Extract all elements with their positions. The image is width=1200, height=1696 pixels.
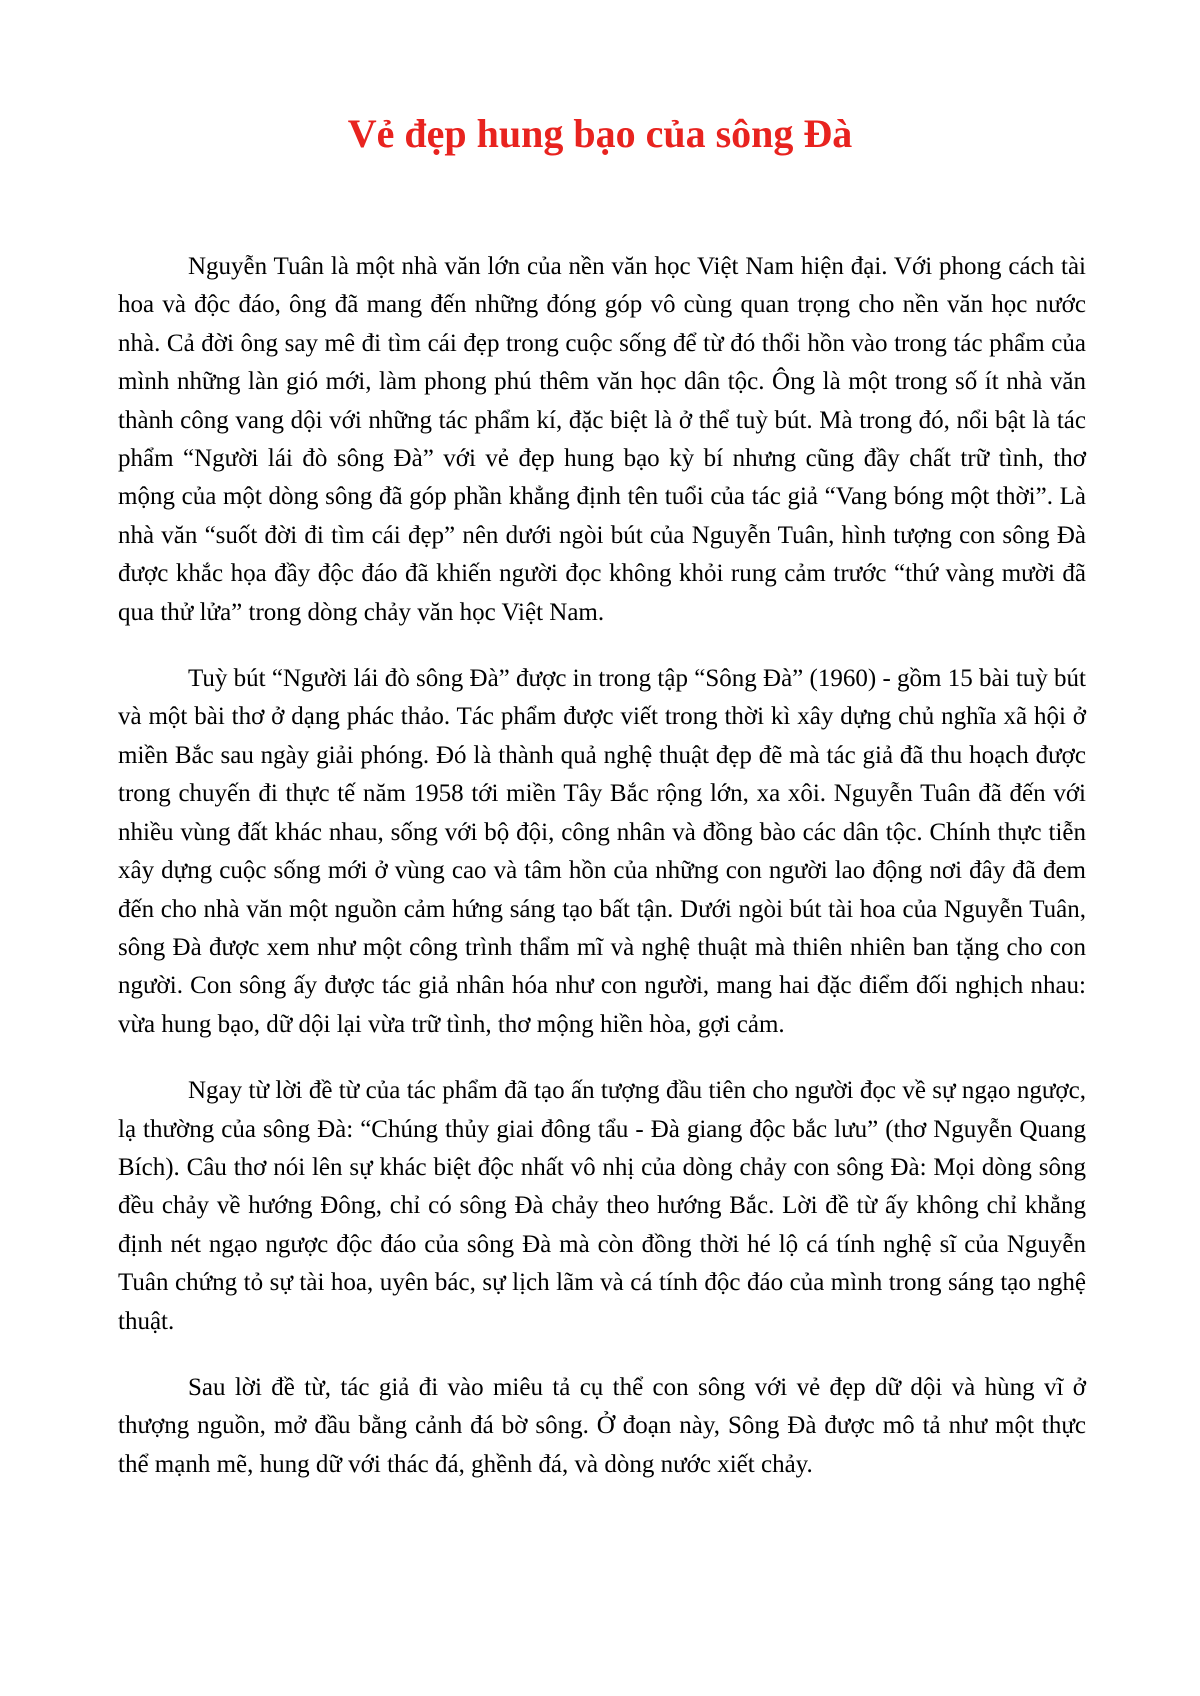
paragraph-2: Tuỳ bút “Người lái đò sông Đà” được in trong tập “Sông Đà” (1960) - gồm 15 bài tuỳ bút và một bài thơ ở dạng phác thảo. Tác phẩm được viết trong thời kì xây dựng chủ nghĩa xã hội ở miền Bắc sau ngày giải phóng. Đó là thành quả nghệ thuật đẹp đẽ mà tác giả đã thu hoạch được trong chuyến đi thực tế năm 1958 tới miền Tây Bắc rộng lớn, xa xôi. Nguyễn Tuân đã đến với nhiều vùng đất khác nhau, sống với bộ đội, công nhân và đồng bào các dân tộc. Chính thực tiễn xây dựng cuộc sống mới ở vùng cao và tâm hồn của những con người lao động nơi đây đã đem đến cho nhà văn một nguồn cảm hứng sáng tạo bất tận. Dưới ngòi bút tài hoa của Nguyễn Tuân, sông Đà được xem như một công trình thẩm mĩ và nghệ thuật mà thiên nhiên ban tặng cho con người. Con sông ấy được tác giả nhân hóa như con người, mang hai đặc điểm đối nghịch nhau: vừa hung bạo, dữ dội lại vừa trữ tình, thơ mộng hiền hòa, gợi cảm.	[118, 665, 1086, 1038]
document-title: Vẻ đẹp hung bạo của sông Đà	[347, 111, 853, 156]
paragraph-4: Sau lời đề từ, tác giả đi vào miêu tả cụ thể con sông với vẻ đẹp dữ dội và hùng vĩ ở thượng nguồn, mở đầu bằng cảnh đá bờ sông. Ở đoạn này, Sông Đà được mô tả như một thực thể mạnh mẽ, hung dữ với thác đá, ghềnh đá, và dòng nước xiết chảy.	[118, 1373, 1086, 1478]
document-body	[118, 248, 1086, 1512]
paragraph-1: Nguyễn Tuân là một nhà văn lớn của nền văn học Việt Nam hiện đại. Với phong cách tài hoa và độc đáo, ông đã mang đến những đóng góp vô cùng quan trọng cho nền văn học nước nhà. Cả đời ông say mê đi tìm cái đẹp trong cuộc sống để từ đó thổi hồn vào trong tác phẩm của mình những làn gió mới, làm phong phú thêm văn học dân tộc. Ông là một trong số ít nhà văn thành công vang dội với những tác phẩm kí, đặc biệt là ở thể tuỳ bút. Mà trong đó, nổi bật là tác phẩm “Người lái đò sông Đà” với vẻ đẹp hung bạo kỳ bí nhưng cũng đầy chất trữ tình, thơ mộng của một dòng sông đã góp phần khẳng định tên tuổi của tác giả “Vang bóng một thời”. Là nhà văn “suốt đời đi tìm cái đẹp” nên dưới ngòi bút của Nguyễn Tuân, hình tượng con sông Đà được khắc họa đầy độc đáo đã khiến người đọc không khỏi rung cảm trước “thứ vàng mười đã qua thử lửa” trong dòng chảy văn học Việt Nam.	[118, 253, 1086, 626]
paragraph-3: Ngay từ lời đề từ của tác phẩm đã tạo ấn tượng đầu tiên cho người đọc về sự ngạo ngược, lạ thường của sông Đà: “Chúng thủy giai đông tẩu - Đà giang độc bắc lưu” (thơ Nguyễn Quang Bích). Câu thơ nói lên sự khác biệt độc nhất vô nhị của dòng chảy con sông Đà: Mọi dòng sông đều chảy về hướng Đông, chỉ có sông Đà chảy theo hướng Bắc. Lời đề từ ấy không chỉ khẳng định nét ngạo ngược độc đáo của sông Đà mà còn đồng thời hé lộ cá tính nghệ sĩ của Nguyễn Tuân chứng tỏ sự tài hoa, uyên bác, sự lịch lãm và cá tính độc đáo của mình trong sáng tạo nghệ thuật.	[118, 1077, 1086, 1335]
